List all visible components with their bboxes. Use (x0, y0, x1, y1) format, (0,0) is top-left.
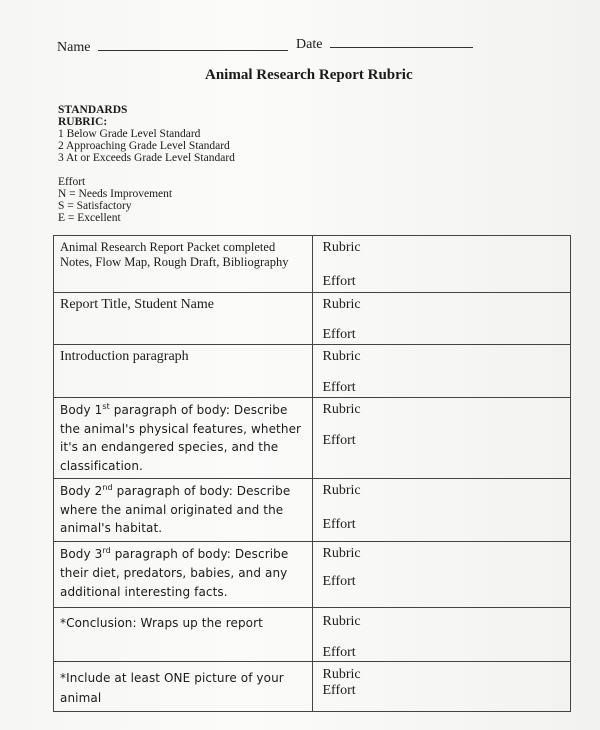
date-field-group[interactable] (296, 35, 473, 53)
criterion-line: their diet, predators, babies, and any (60, 565, 288, 580)
ordinal-suffix: rd (102, 545, 111, 555)
name-field-group[interactable] (57, 38, 288, 56)
standard-level-1: 1 Below Grade Level Standard (58, 128, 201, 140)
effort-item-n: N = Needs Improvement (58, 188, 173, 200)
criterion-line: additional interesting facts. (60, 584, 228, 599)
rubric-label: Rubric (322, 613, 361, 629)
rubric-label: Rubric (322, 349, 361, 364)
criterion-line: *Include at least ONE picture of your (60, 670, 284, 685)
table-row (54, 345, 571, 398)
rubric-label: Rubric (322, 297, 361, 312)
score-cell[interactable] (312, 236, 571, 293)
standards-block (58, 104, 235, 164)
effort-label: Effort (322, 644, 356, 660)
effort-label: Effort (322, 327, 356, 342)
criterion-line: animal (60, 690, 102, 705)
table-row (54, 607, 571, 661)
table-row (54, 398, 571, 479)
criterion-line: Notes, Flow Map, Rough Draft, Bibliography (60, 255, 289, 269)
name-label: Name (57, 40, 91, 55)
effort-label: Effort (322, 573, 356, 589)
score-cell[interactable] (312, 541, 571, 607)
name-underline[interactable] (98, 38, 288, 51)
standards-heading: STANDARDS (58, 104, 128, 116)
effort-label: Effort (322, 274, 356, 289)
score-cell[interactable] (312, 607, 571, 661)
rubric-label: Rubric (322, 240, 361, 255)
score-cell[interactable] (312, 479, 571, 542)
standard-level-3: 3 At or Exceeds Grade Level Standard (58, 152, 235, 164)
table-row (54, 661, 571, 711)
ordinal-suffix: st (102, 402, 110, 411)
rubric-table (53, 235, 571, 712)
criterion-line: Report Title, Student Name (60, 297, 214, 312)
table-row (54, 479, 571, 542)
score-cell[interactable] (312, 661, 571, 711)
effort-label: Effort (322, 380, 356, 395)
table-row (54, 541, 571, 607)
criterion-line: animal's habitat. (60, 521, 163, 535)
table-row (54, 293, 571, 345)
criterion-line: paragraph of body: Describe (110, 546, 289, 561)
rubric-label: Rubric (322, 545, 361, 561)
score-cell[interactable] (312, 345, 571, 398)
date-label: Date (296, 37, 323, 52)
rubric-label: Rubric (322, 666, 361, 682)
score-cell[interactable] (312, 398, 571, 479)
criterion-line: Introduction paragraph (60, 349, 189, 364)
effort-label: Effort (322, 517, 356, 532)
rubric-label: Rubric (322, 483, 361, 498)
criterion-prefix: Body 1 (60, 403, 103, 417)
rubric-heading: RUBRIC: (58, 116, 108, 128)
criterion-line: Animal Research Report Packet completed (60, 240, 276, 254)
effort-heading: Effort (58, 176, 86, 188)
effort-item-e: E = Excellent (58, 212, 121, 224)
effort-key-block (58, 176, 172, 224)
rubric-label: Rubric (322, 402, 361, 417)
effort-label: Effort (322, 433, 356, 448)
page-title: Animal Research Report Rubric (205, 67, 413, 83)
ordinal-suffix: nd (102, 483, 113, 492)
criterion-prefix: Body 2 (60, 484, 103, 498)
standard-level-2: 2 Approaching Grade Level Standard (58, 140, 230, 152)
criterion-line: classification. (60, 458, 143, 473)
criterion-line: paragraph of body: Describe (112, 484, 291, 498)
criterion-line: the animal's physical features, whether (60, 421, 302, 436)
criterion-prefix: Body 3 (60, 546, 103, 561)
criterion-line: *Conclusion: Wraps up the report (60, 615, 263, 630)
criterion-line: paragraph of body: Describe (109, 403, 288, 417)
table-row (54, 236, 571, 293)
criterion-line: where the animal originated and the (60, 502, 284, 517)
criterion-line: it's an endangered species, and the (60, 440, 279, 454)
score-cell[interactable] (312, 293, 571, 345)
date-underline[interactable] (330, 35, 473, 48)
effort-item-s: S = Satisfactory (58, 200, 132, 212)
effort-label: Effort (322, 682, 356, 698)
